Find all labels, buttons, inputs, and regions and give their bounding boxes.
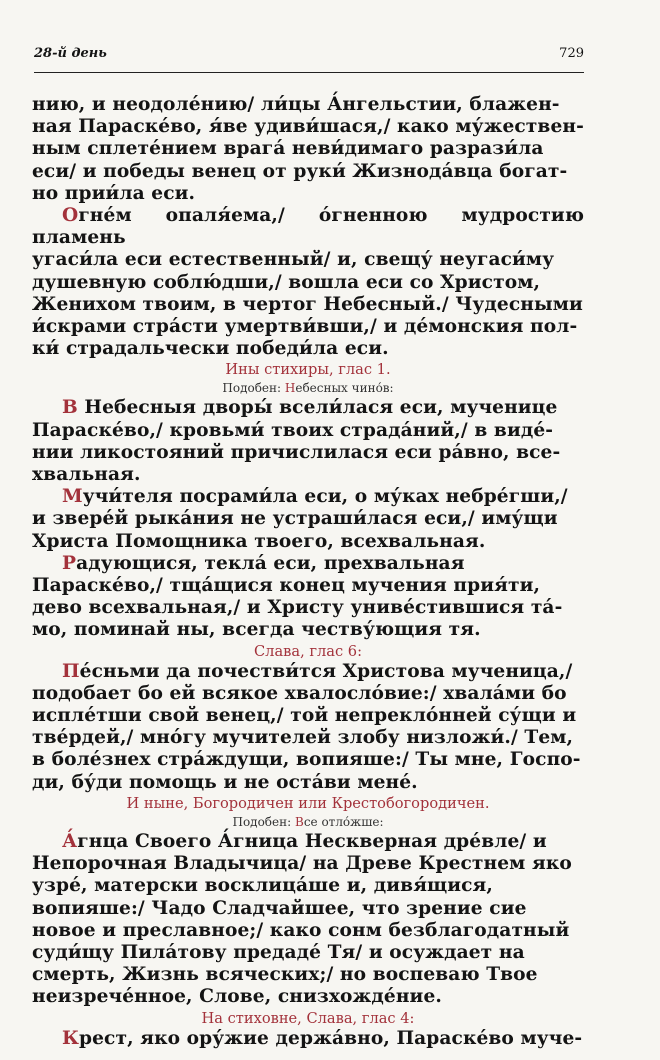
rubric-slava-tone-6: Слава, глас 6: xyxy=(254,642,362,660)
page-number: 729 xyxy=(559,46,584,61)
running-header xyxy=(34,46,584,73)
rubric-i-nyne: И ныне, Богородичен или Крестобогородичен. xyxy=(126,794,490,812)
paragraph-raduyushchisya: Радующися, текла́ еси, прехвальная Параске́во,/ тща́щися конец мучения прия́ти, дево всехвальная,/ и Христу униве́стившися та́- мо, поминай ны, всегда честву́ющия тя. xyxy=(32,552,563,641)
rubric-stichera-tone-1: Ины стихиры, глас 1. xyxy=(225,361,391,379)
initial-letter: К xyxy=(62,1027,80,1049)
initial-letter: П xyxy=(62,660,80,682)
paragraph-pesnmi: Пе́сньми да почестви́тся Христова мученица,/ подобает бо ей всякое хвалосло́вие:/ хвала́ми бо испле́тши свой венец,/ той непрекло́нней су́щи и тве́рдей,/ мно́гу мучителей злобу низложи́./ Тем, в боле́знех стра́ждущи, вопияше:/ Ты мне, Госпо- ди, бу́ди помощь и не оста́ви мене́. xyxy=(32,660,581,793)
initial-letter: Р xyxy=(62,552,77,574)
paragraph-krest: Крест, яко ору́жие держа́вно, Параске́во муче- xyxy=(62,1027,583,1049)
paragraph-ognem: Огне́м опаля́ема,/ о́гненною мудростию пламень угаси́ла еси естественный/ и, свещу́ неугаси́му душевную соблю́дши,/ вошла еси со Христом, Женихом твоим, в чертог Небесный./ Чудесными и́скрами стра́сти умертви́вши,/ и де́монския пол- ки́ страдальчески победи́ла еси. xyxy=(32,205,584,360)
paragraph-muchitelya: Мучи́теля посрами́ла еси, о му́ках небре́гши,/ и звере́й рыка́ния не устраши́лася еси,/ иму́щи Христа Помощника твоего, всехвальная. xyxy=(32,486,568,552)
podoben-line-1: Подобен: Небесных чино́в: xyxy=(222,381,394,396)
initial-letter: В xyxy=(62,397,78,419)
initial-letter: М xyxy=(62,486,83,508)
podoben-line-2: Подобен: Все отло́жше: xyxy=(232,814,384,829)
running-title: 28-й день xyxy=(34,46,107,61)
page-body xyxy=(32,94,584,1050)
initial-letter: А́ xyxy=(62,830,78,852)
rubric-na-stikhovne: На стиховне, Слава, глас 4: xyxy=(201,1009,415,1027)
paragraph-agntsa: А́гнца Своего А́гница Нескверная дре́вле/ и Непорочная Владычица/ на Древе Крестнем яко узре́, матерски восклица́ше и, дивя́щися, вопияше:/ Чадо Сладчайшее, что зрение сие новое и преславное;/ како сонм безблагодатный суди́щу Пила́тову предаде́ Тя/ и осуждает на смерть, Жизнь всяческих;/ но воспеваю Твое неизрече́нное, Слове, снизхожде́ние. xyxy=(32,830,572,1008)
paragraph-continuation: нию, и неодоле́нию/ ли́цы А́нгельстии, блажен- ная Параске́во, я́ве удиви́шася,/ како му́жествен- ным сплете́нием врага́ неви́димаго разрази́ла еси/ и победы венец от руки́ Жизнода́вца богат- но прии́ла еси. xyxy=(32,94,584,204)
paragraph-v-nebesnyya: В Небесныя дворы́ всели́лася еси, мученице Параске́во,/ кровьми́ твоих страда́ний,/ в виде́- нии ликостояний причислилася еси ра́вно, все- хвальная. xyxy=(32,397,561,486)
initial-letter: О xyxy=(62,205,79,227)
